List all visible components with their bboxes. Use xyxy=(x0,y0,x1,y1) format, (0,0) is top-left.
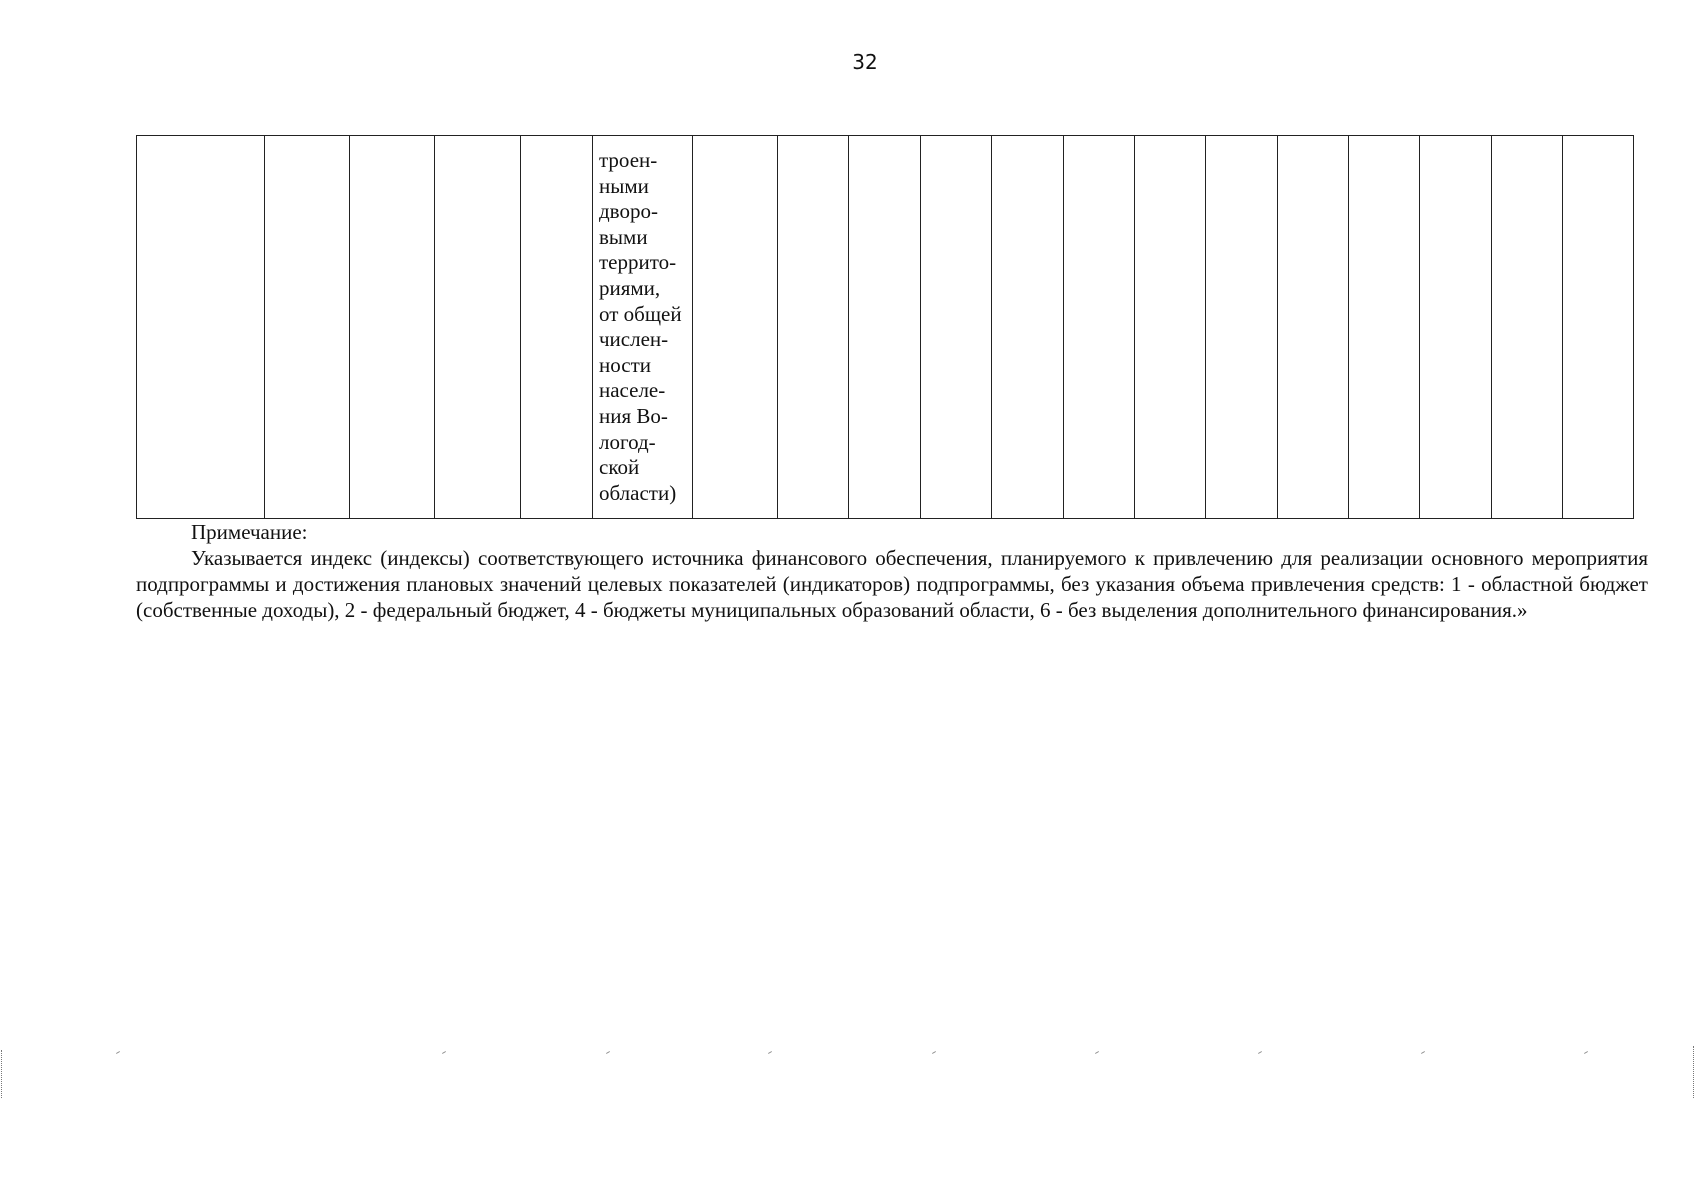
table-cell xyxy=(849,136,921,519)
table-cell xyxy=(1206,136,1278,519)
table-row xyxy=(137,136,1634,519)
scan-edge-left xyxy=(1,1050,3,1098)
page-number: 32 xyxy=(852,50,878,74)
table-cell xyxy=(435,136,521,519)
scan-mark xyxy=(606,1051,610,1054)
scan-mark xyxy=(1095,1051,1099,1054)
table-cell xyxy=(1492,136,1563,519)
scan-mark xyxy=(1258,1051,1262,1054)
scan-edge-right xyxy=(1693,1046,1695,1098)
indicator-name-cell: троен- ными дворо- выми террито- риями, от общей числен- ности населе- ния Во- логод- ской области) xyxy=(593,136,693,519)
table-cell xyxy=(1563,136,1634,519)
note-body: Указывается индекс (индексы) соответствующего источника финансового обеспечения, планируемого к привлечению для реализации основного мероприятия подпрограммы и достижения плановых значений целевых показателей (индикаторов) подпрограммы, без указания объема привлечения средств: 1 - областной бюджет (собственные доходы), 2 - федеральный бюджет, 4 - бюджеты муниципальных образований области, 6 - без выделения дополнительного финансирования.» xyxy=(136,546,1648,622)
table-cell xyxy=(693,136,778,519)
table-cell xyxy=(778,136,849,519)
table-cell xyxy=(1278,136,1349,519)
table-cell xyxy=(265,136,350,519)
scan-mark xyxy=(116,1051,120,1054)
table-cell xyxy=(1349,136,1420,519)
footnote xyxy=(136,519,1648,623)
table-cell xyxy=(1420,136,1492,519)
scan-mark xyxy=(442,1051,446,1054)
table-cell xyxy=(1135,136,1206,519)
scan-mark xyxy=(1584,1051,1588,1054)
table-cell xyxy=(521,136,593,519)
scan-mark xyxy=(1421,1051,1425,1054)
scan-mark xyxy=(932,1051,936,1054)
table-cell xyxy=(921,136,992,519)
table-cell xyxy=(992,136,1064,519)
note-heading: Примечание: xyxy=(191,520,308,544)
table-cell xyxy=(137,136,265,519)
scan-mark xyxy=(768,1051,772,1054)
table-cell xyxy=(350,136,435,519)
continuation-table xyxy=(136,135,1634,519)
table-cell xyxy=(1064,136,1135,519)
